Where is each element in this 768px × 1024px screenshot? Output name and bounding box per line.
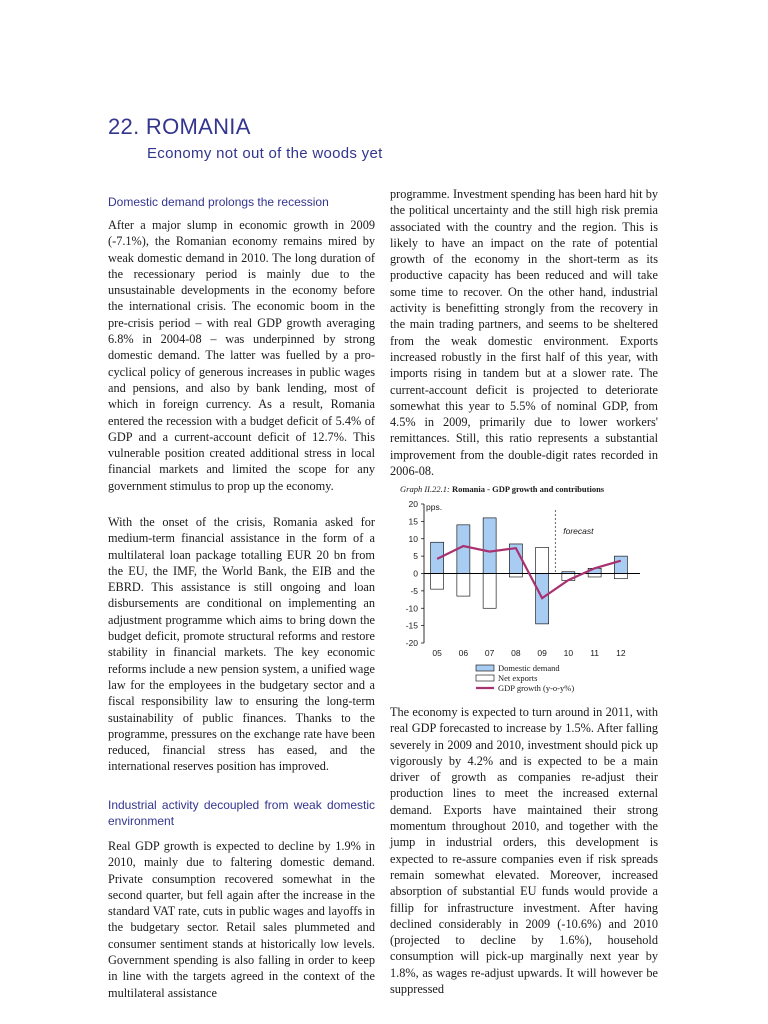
bar-domestic-demand (483, 518, 496, 574)
legend-swatch-net-exports (476, 675, 494, 681)
legend-label: Domestic demand (498, 663, 560, 673)
left-paragraph-3 (108, 838, 375, 1001)
y-tick-label: 5 (413, 551, 418, 562)
bar-net-exports (431, 574, 444, 590)
y-tick-label: -5 (410, 585, 418, 596)
y-tick-label: 20 (408, 499, 418, 509)
x-tick-label: 11 (590, 648, 600, 658)
y-tick-label: 10 (408, 533, 418, 544)
chapter-title: 22. ROMANIA (108, 114, 251, 139)
chart-heading (400, 484, 660, 494)
x-tick-label: 10 (563, 648, 574, 658)
paragraph-text: Real GDP growth is expected to decline by 1.9% in 2010, mainly due to faltering domestic demand. Private consumption recovered somewhat in the second quarter, but fell again after the increase in the standard VAT rate, cuts in public wages and layoffs in the budgetary sector. Retail sales plummeted and consumer sentiment stands at historically low levels. Government spending is also falling in order to keep in line with the targets agreed in the context of the multilateral assistance (108, 839, 375, 1000)
x-tick-label: 08 (511, 648, 521, 658)
bar-domestic-demand (614, 556, 627, 573)
legend-label: GDP growth (y-o-y%) (498, 683, 575, 693)
paragraph-text: After a major slump in economic growth in 2009 (-7.1%), the Romanian economy remains mired by weak domestic demand in 2010. The long duration of the recessionary period is mainly due to the unsustainable developments in the economy before the international crisis. The economic boom in the pre-crisis period – with real GDP growth averaging 6.8% in 2004-08 – was underpinned by strong domestic demand. The latter was fuelled by a pro-cyclical policy of generous increases in public wages and pensions, and also by bank lending, most of which in foreign currency. As a result, Romania entered the recession with a budget deficit of 5.4% of GDP and a current-account deficit of 12.7%. This vulnerable position created additional stress in local financial markets and limited the scope for any government stimulus to prop up the economy. (108, 218, 375, 493)
paragraph-text: With the onset of the crisis, Romania asked for medium-term financial assistance in the form of a multilateral loan package totalling EUR 20 bn from the EU, the IMF, the World Bank, the EIB and the EBRD. This assistance is still ongoing and loan disbursements are conditional on implementing an adjustment programme which aims to bring down the budget deficit, promote structural reforms and restore stability in financial markets. The key economic reforms include a new pension system, a unified wage law for the employees in the budgetary sector and a fiscal responsibility law to ensuring the long-term sustainability of public finances. Thanks to the programme, pressures on the exchange rate have been reduced, financial stress has eased, and the international reserves position has improved. (108, 515, 375, 774)
gdp-growth-chart (398, 496, 668, 701)
forecast-annotation: forecast (563, 526, 594, 536)
y-tick-label: -15 (405, 620, 418, 631)
y-tick-label: 0 (413, 568, 418, 579)
chart-caption: Graph II.22.1: (400, 484, 450, 494)
left-paragraph-2 (108, 514, 375, 775)
bar-net-exports (536, 547, 549, 573)
bar-net-exports (457, 574, 470, 597)
legend-swatch-domestic-demand (476, 665, 494, 671)
chart-title: Romania - GDP growth and contributions (451, 484, 605, 494)
x-tick-label: 07 (484, 648, 495, 658)
y-tick-label: -20 (405, 638, 418, 648)
section-heading-industrial-activity: Industrial activity decoupled from weak domestic environment (108, 798, 375, 828)
bar-net-exports (588, 574, 601, 577)
y-tick-label: -10 (405, 603, 418, 614)
bar-net-exports (509, 574, 522, 577)
y-tick-label: 15 (408, 516, 418, 527)
paragraph-text: The economy is expected to turn around in 2011, with real GDP forecasted to increase by 1.5%. After falling severely in 2009 and 2010, investment should pick up vigorously by 4.2% and is expected to be a main driver of growth as companies re-adjust their production lines to meet the increased external demand. Exports have maintained their strong momentum throughout 2010, and together with the jump in industrial orders, this development is expected to re-assure companies even if risk spreads remain somewhat elevated. Moreover, increased absorption of substantial EU funds would provide a fillip for infrastructure investment. After having declined considerably in 2009 (-10.6%) and 2010 (projected to decline by 1.6%), household consumption will pick-up marginally next year by 1.8%, as wages re-adjust upwards. It will however be suppressed (390, 705, 658, 997)
x-tick-label: 06 (458, 648, 469, 658)
x-tick-label: 05 (432, 648, 442, 658)
legend-label: Net exports (498, 673, 538, 683)
bar-net-exports (483, 574, 496, 609)
paragraph-text: programme. Investment spending has been hard hit by the political uncertainty and the still high risk premia associated with the country and the region. This is likely to have an impact on the rate of potential growth of the economy in the short-term as its productive capacity has been reduced and will take some time to recover. On the other hand, industrial activity is benefitting strongly from the recovery in the main trading partners, and seems to be sheltered from the weak domestic environment. Exports increased robustly in the first half of this year, with imports rising in tandem but at a slower rate. The current-account deficit is projected to deteriorate somewhat this year to 5.5% of nominal GDP, from 4.5% in 2009, primarily due to lower workers' remittances. Still, this ratio represents a substantial improvement from the double-digit rates recorded in 2006-08. (390, 187, 658, 479)
chapter-subtitle: Economy not out of the woods yet (147, 145, 383, 162)
y-axis-label: pps. (426, 502, 443, 512)
left-paragraph-1 (108, 217, 375, 494)
right-paragraph-1 (390, 186, 658, 479)
section-heading-domestic-demand: Domestic demand prolongs the recession (108, 195, 329, 209)
x-tick-label: 09 (537, 648, 547, 658)
right-paragraph-2 (390, 704, 658, 997)
bar-net-exports (614, 574, 627, 579)
x-tick-label: 12 (616, 648, 626, 658)
